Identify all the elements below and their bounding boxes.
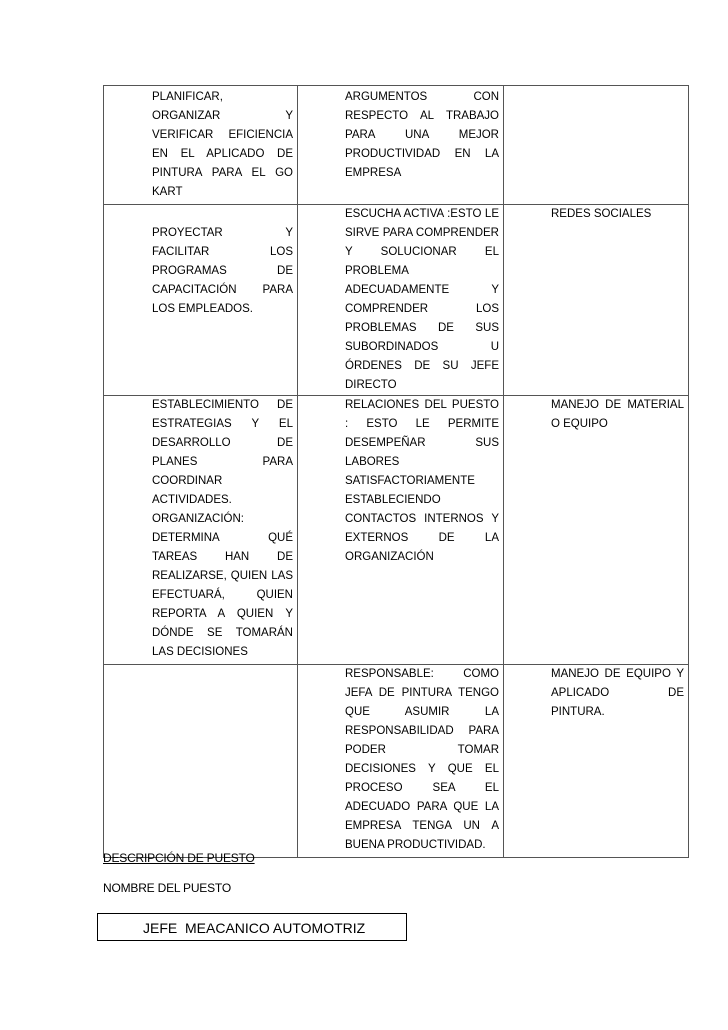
cell-text xyxy=(104,665,297,670)
cell-text: PROYECTAR Y FACILITAR LOS PROGRAMAS DE CAPACITACIÓN PARA LOS EMPLEADOS. xyxy=(152,227,293,315)
cell-function xyxy=(104,86,298,205)
cell-competence xyxy=(298,205,504,396)
cell-function xyxy=(104,665,298,858)
cell-competence xyxy=(298,86,504,205)
cell-text: ESCUCHA ACTIVA :ESTO LE SIRVE PARA COMPRENDER Y SOLUCIONAR EL PROBLEMA ADECUADAMENTE Y COMPRENDER LOS PROBLEMAS DE SUS SUBORDINADOS U ÓRDENES DE SU JEFE DIRECTO xyxy=(345,208,499,391)
table-row xyxy=(104,396,689,665)
section-title: DESCRIPCIÓN DE PUESTO xyxy=(103,851,255,865)
cell-text: PLANIFICAR, ORGANIZAR Y VERIFICAR EFICIENCIA EN EL APLICADO DE PINTURA PARA EL GO KART xyxy=(152,91,293,198)
cell-function xyxy=(104,396,298,665)
cell-text: ESTABLECIMIENTO DE ESTRATEGIAS Y EL DESARROLLO DE PLANES PARA COORDINAR ACTIVIDADES. ORGANIZACIÓN: DETERMINA QUÉ TAREAS HAN DE REALIZARSE, QUIEN LAS EFECTUARÁ, QUIEN REPORTA A QUIEN Y DÓNDE SE TOMARÁN LAS DECISIONES xyxy=(152,399,293,658)
cell-resource xyxy=(504,86,689,205)
cell-text: RESPONSABLE: COMO JEFA DE PINTURA TENGO QUE ASUMIR LA RESPONSABILIDAD PARA PODER TOMAR DECISIONES Y QUE EL PROCESO SEA EL ADECUADO PARA QUE LA EMPRESA TENGA UN A BUENA PRODUCTIVIDAD. xyxy=(345,668,499,851)
job-description-table xyxy=(103,85,689,858)
cell-text: RELACIONES DEL PUESTO : ESTO LE PERMITE DESEMPEÑAR SUS LABORES SATISFACTORIAMENTE ESTABLECIENDO CONTACTOS INTERNOS Y EXTERNOS DE LA ORGANIZACIÓN xyxy=(345,399,499,563)
cell-competence xyxy=(298,396,504,665)
cell-resource xyxy=(504,396,689,665)
table-row xyxy=(104,86,689,205)
cell-resource xyxy=(504,205,689,396)
cell-text: MANEJO DE EQUIPO Y APLICADO DE PINTURA. xyxy=(551,668,684,718)
job-title-value: JEFE MEACANICO AUTOMOTRIZ xyxy=(143,920,366,936)
cell-text: MANEJO DE MATERIAL O EQUIPO xyxy=(551,399,684,430)
cell-function xyxy=(104,205,298,396)
table-row xyxy=(104,205,689,396)
table-row xyxy=(104,665,689,858)
field-label: NOMBRE DEL PUESTO xyxy=(103,881,231,895)
cell-competence xyxy=(298,665,504,858)
cell-resource xyxy=(504,665,689,858)
cell-text: ARGUMENTOS CON RESPECTO AL TRABAJO PARA UNA MEJOR PRODUCTIVIDAD EN LA EMPRESA xyxy=(345,91,499,179)
cell-text: REDES SOCIALES xyxy=(551,208,652,220)
job-title-box xyxy=(97,913,407,941)
